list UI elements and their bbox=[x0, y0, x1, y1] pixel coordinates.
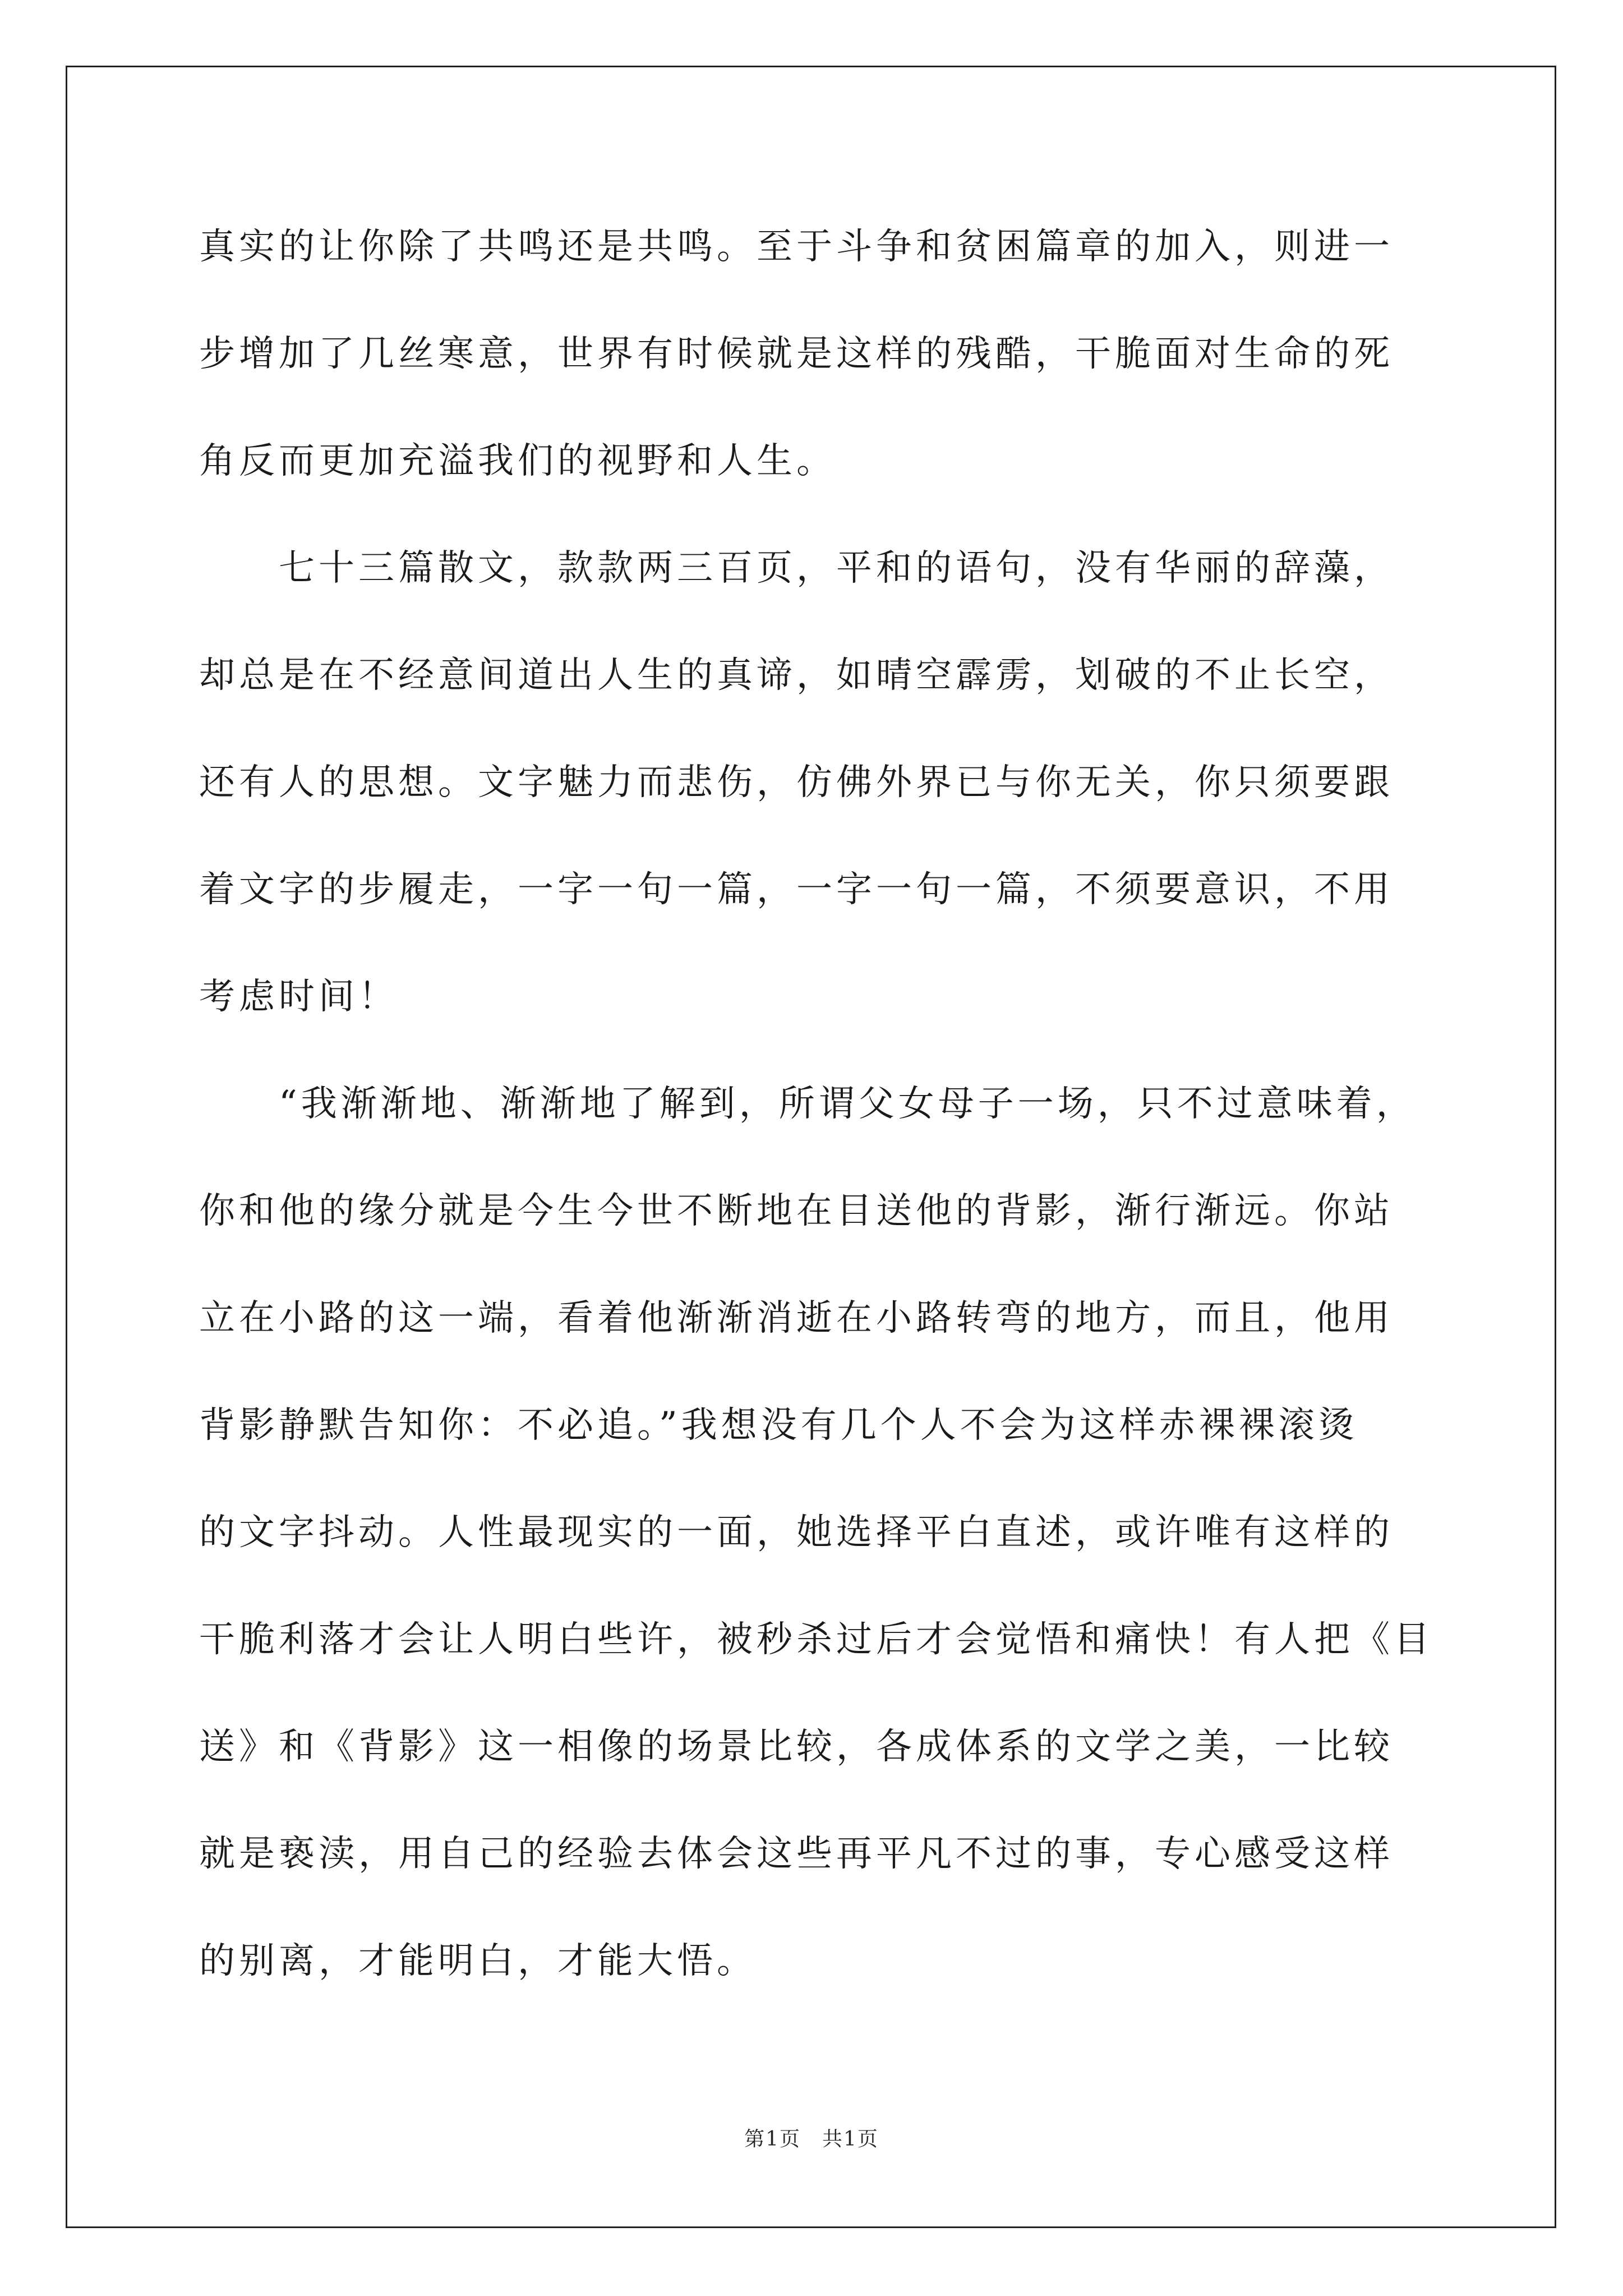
text-line: 干脆利落才会让人明白些许，被秒杀过后才会觉悟和痛快！有人把《目 bbox=[199, 1619, 1433, 1660]
page-number: 第1页 共1页 bbox=[744, 2128, 879, 2151]
text-line: 立在小路的这一端，看着他渐渐消逝在小路转弯的地方，而且，他用 bbox=[199, 1297, 1394, 1339]
text-line: 着文字的步履走，一字一句一篇，一字一句一篇，不须要意识，不用 bbox=[199, 869, 1394, 910]
text-line: “我渐渐地、渐渐地了解到，所谓父女母子一场，只不过意味着， bbox=[199, 1083, 1416, 1125]
text-line: 真实的让你除了共鸣还是共鸣。至于斗争和贫困篇章的加入，则进一 bbox=[199, 226, 1394, 268]
text-line: 的别离，才能明白，才能大悟。 bbox=[199, 1940, 757, 1982]
text-line: 你和他的缘分就是今生今世不断地在目送他的背影，渐行渐远。你站 bbox=[199, 1190, 1394, 1232]
text-line: 就是亵渎，用自己的经验去体会这些再平凡不过的事，专心感受这样 bbox=[199, 1833, 1394, 1875]
document-body bbox=[199, 212, 1433, 2033]
text-line: 角反而更加充溢我们的视野和人生。 bbox=[199, 440, 836, 482]
text-line: 步增加了几丝寒意，世界有时候就是这样的残酷，干脆面对生命的死 bbox=[199, 333, 1394, 375]
text-line: 送》和《背影》这一相像的场景比较，各成体系的文学之美，一比较 bbox=[199, 1726, 1394, 1768]
text-line: 七十三篇散文，款款两三百页，平和的语句，没有华丽的辞藻， bbox=[199, 547, 1394, 589]
text-line: 的文字抖动。人性最现实的一面，她选择平白直述，或许唯有这样的 bbox=[199, 1512, 1394, 1553]
text-line: 背影静默告知你：不必追。”我想没有几个人不会为这样赤裸裸滚烫 bbox=[199, 1405, 1358, 1446]
text-line: 却总是在不经意间道出人生的真谛，如晴空霹雳，划破的不止长空， bbox=[199, 655, 1394, 696]
text-line: 考虑时间！ bbox=[199, 976, 398, 1018]
text-line: 还有人的思想。文字魅力而悲伤，仿佛外界已与你无关，你只须要跟 bbox=[199, 762, 1394, 803]
